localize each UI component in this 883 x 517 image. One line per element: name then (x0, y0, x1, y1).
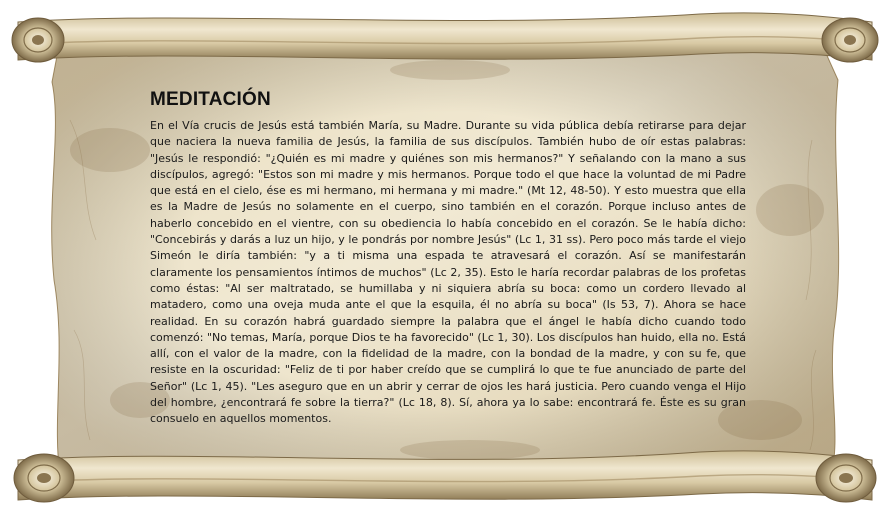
meditation-title: MEDITACIÓN (150, 89, 271, 110)
meditation-body: En el Vía crucis de Jesús está también María, su Madre. Durante su vida pública debía retirarse para dejar que naciera la nueva familia de Jesús, la familia de sus discípulos. También hubo de oír estas palabras: "Jesús le respondió: "¿Quién es mi madre y quiénes son mis hermanos?" Y señalando con la mano a sus discípulos, agregó: "Estos son mi madre y mis hermanos. Porque todo el que hace la voluntad de mi Padre que está en el cielo, ése es mi hermano, mi hermana y mi madre." (Mt 12, 48-50). Y esto muestra que ella es la Madre de Jesús no solamente en el cuerpo, sino también en el corazón. Porque incluso antes de haberlo concebido en el vientre, con su obediencia lo había concebido en el corazón. Se le había dicho: "Concebirás y darás a luz un hijo, y le pondrás por nombre Jesús" (Lc 1, 31 ss). Pero poco más tarde el viejo Simeón le diría también: "y a ti misma una espada te atravesará el corazón. Así se manifestarán claramente los pensamientos íntimos de muchos" (Lc 2, 35). Esto le haría recordar palabras de los profetas como éstas: "Al ser maltratado, se humillaba y ni siquiera abría su boca: como un cordero llevado al matadero, como una oveja muda ante el que la esquila, él no abría su boca" (Is 53, 7). Ahora se hace realidad. En su corazón habrá guardado siempre la palabra que el ángel le había dicho cuando todo comenzó: "No temas, María, porque Dios te ha favorecido" (Lc 1, 30). Los discípulos han huido, ella no. Está allí, con el valor de la madre, con la fidelidad de la madre, con la bondad de la madre, y con su fe, que resiste en la oscuridad: "Feliz de ti por haber creído que se cumplirá lo que te fue anunciado de parte del Señor" (Lc 1, 45). "Les aseguro que en un abrir y cerrar de ojos les hará justicia. Pero cuando venga el Hijo del hombre, ¿encontrará fe sobre la tierra?" (Lc 18, 8). Sí, ahora ya lo sabe: encontrará fe. Éste es su gran consuelo en aquellos momentos. (150, 119, 746, 426)
meditation-content (150, 88, 746, 428)
